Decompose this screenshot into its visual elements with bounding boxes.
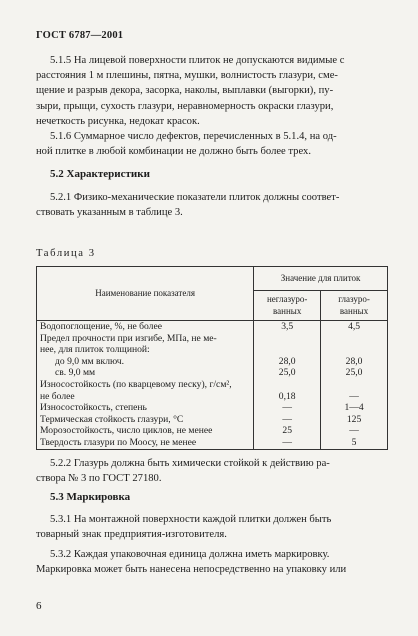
text-line: ствовать указанным в таблице 3.	[36, 207, 183, 219]
text-line: щение и разрыв декора, засорка, наколы, выплавки (выгорки), пу-	[36, 85, 334, 97]
text-line: ной плитке в любой комбинации не должно быть более трех.	[36, 146, 311, 158]
table-row	[37, 367, 388, 379]
text-line: Маркировка может быть нанесена непосредственно на упаковку или	[36, 564, 347, 576]
table-row	[37, 344, 388, 356]
cell-indicator: Износостойкость (по кварцевому песку), г/см²,	[37, 379, 254, 391]
header-unglazed-line: неглазуро-	[266, 293, 308, 304]
cell-unglazed-value	[254, 344, 321, 356]
header-unglazed-line: ванных	[273, 305, 302, 316]
text-line: створа № 3 по ГОСТ 27180.	[36, 473, 162, 485]
cell-indicator: до 9,0 мм включ.	[37, 356, 254, 368]
text-line: зыри, прыщи, сухость глазури, неравномерность окраски глазури,	[36, 100, 334, 112]
header-glazed-line: глазуро-	[338, 293, 370, 304]
cell-glazed-value: 28,0	[321, 356, 388, 368]
table-row	[37, 333, 388, 345]
text-line: 5.2.1 Физико-механические показатели плиток должны соответ-	[50, 192, 340, 203]
cell-indicator: Твердость глазури по Моосу, не менее	[37, 437, 254, 449]
cell-unglazed-value: —	[254, 402, 321, 414]
paragraph-5-2-2	[36, 456, 388, 486]
table-row	[37, 391, 388, 403]
paragraph-5-1-5	[36, 53, 388, 129]
cell-glazed-value: 1—4	[321, 402, 388, 414]
cell-unglazed-value	[254, 379, 321, 391]
header-glazed-line: ванных	[339, 305, 369, 316]
cell-glazed-value	[321, 333, 388, 345]
text-line: 5.3.2 Каждая упаковочная единица должна иметь маркировку.	[50, 549, 330, 560]
cell-unglazed-value: —	[254, 437, 321, 449]
cell-unglazed-value: 0,18	[254, 391, 321, 403]
table-row	[37, 414, 388, 426]
text-line: расстояния 1 м плешины, пятна, мушки, волнистость глазури, сме-	[36, 70, 338, 82]
table-row	[37, 402, 388, 414]
cell-indicator: Морозостойкость, число циклов, не менее	[37, 425, 254, 437]
cell-glazed-value: 4,5	[321, 321, 388, 333]
text-line: 5.2.2 Глазурь должна быть химически стойкой к действию ра-	[50, 458, 330, 469]
paragraph-5-2-1	[36, 190, 388, 220]
cell-unglazed-value: —	[254, 414, 321, 426]
cell-glazed-value: 5	[321, 437, 388, 449]
table-row	[37, 437, 388, 449]
header-indicator-name: Наименование показателя	[37, 267, 254, 321]
cell-indicator: Термическая стойкость глазури, °С	[37, 414, 254, 426]
cell-glazed-value: 25,0	[321, 367, 388, 379]
cell-unglazed-value	[254, 333, 321, 345]
cell-glazed-value	[321, 379, 388, 391]
cell-unglazed-value: 25,0	[254, 367, 321, 379]
section-heading-5-3: 5.3 Маркировка	[50, 491, 131, 503]
table-body	[37, 321, 388, 450]
cell-glazed-value: —	[321, 391, 388, 403]
cell-unglazed-value: 28,0	[254, 356, 321, 368]
cell-unglazed-value: 25	[254, 425, 321, 437]
table-caption: Таблица 3	[36, 248, 96, 259]
text-line: 5.3.1 На монтажной поверхности каждой плитки должен быть	[50, 514, 332, 525]
page-number: 6	[36, 600, 42, 612]
paragraph-5-3-2	[36, 547, 388, 577]
text-line: нечеткость рисунка, недокат красок.	[36, 115, 200, 127]
cell-glazed-value: —	[321, 425, 388, 437]
cell-glazed-value	[321, 344, 388, 356]
cell-indicator: не более	[37, 391, 254, 403]
header-unglazed	[254, 291, 321, 321]
cell-indicator: Предел прочности при изгибе, МПа, не ме-	[37, 333, 254, 345]
section-heading-5-2: 5.2 Характеристики	[50, 168, 150, 180]
cell-unglazed-value: 3,5	[254, 321, 321, 333]
cell-indicator: нее, для плиток толщиной:	[37, 344, 254, 356]
text-line: товарный знак предприятия-изготовителя.	[36, 529, 227, 541]
cell-indicator: Водопоглощение, %, не более	[37, 321, 254, 333]
standard-header: ГОСТ 6787—2001	[36, 30, 124, 41]
cell-indicator: Износостойкость, степень	[37, 402, 254, 414]
table-row	[37, 321, 388, 333]
cell-indicator: св. 9,0 мм	[37, 367, 254, 379]
table-row	[37, 356, 388, 368]
paragraph-5-1-6	[36, 129, 388, 159]
header-glazed	[321, 291, 388, 321]
cell-glazed-value: 125	[321, 414, 388, 426]
table-row	[37, 379, 388, 391]
table-3	[36, 266, 388, 450]
table-row	[37, 425, 388, 437]
header-value-for-tiles: Значение для плиток	[254, 267, 388, 291]
text-line: 5.1.6 Суммарное число дефектов, перечисленных в 5.1.4, на од-	[50, 131, 337, 142]
paragraph-5-3-1	[36, 512, 388, 542]
text-line: 5.1.5 На лицевой поверхности плиток не допускаются видимые с	[50, 55, 345, 66]
